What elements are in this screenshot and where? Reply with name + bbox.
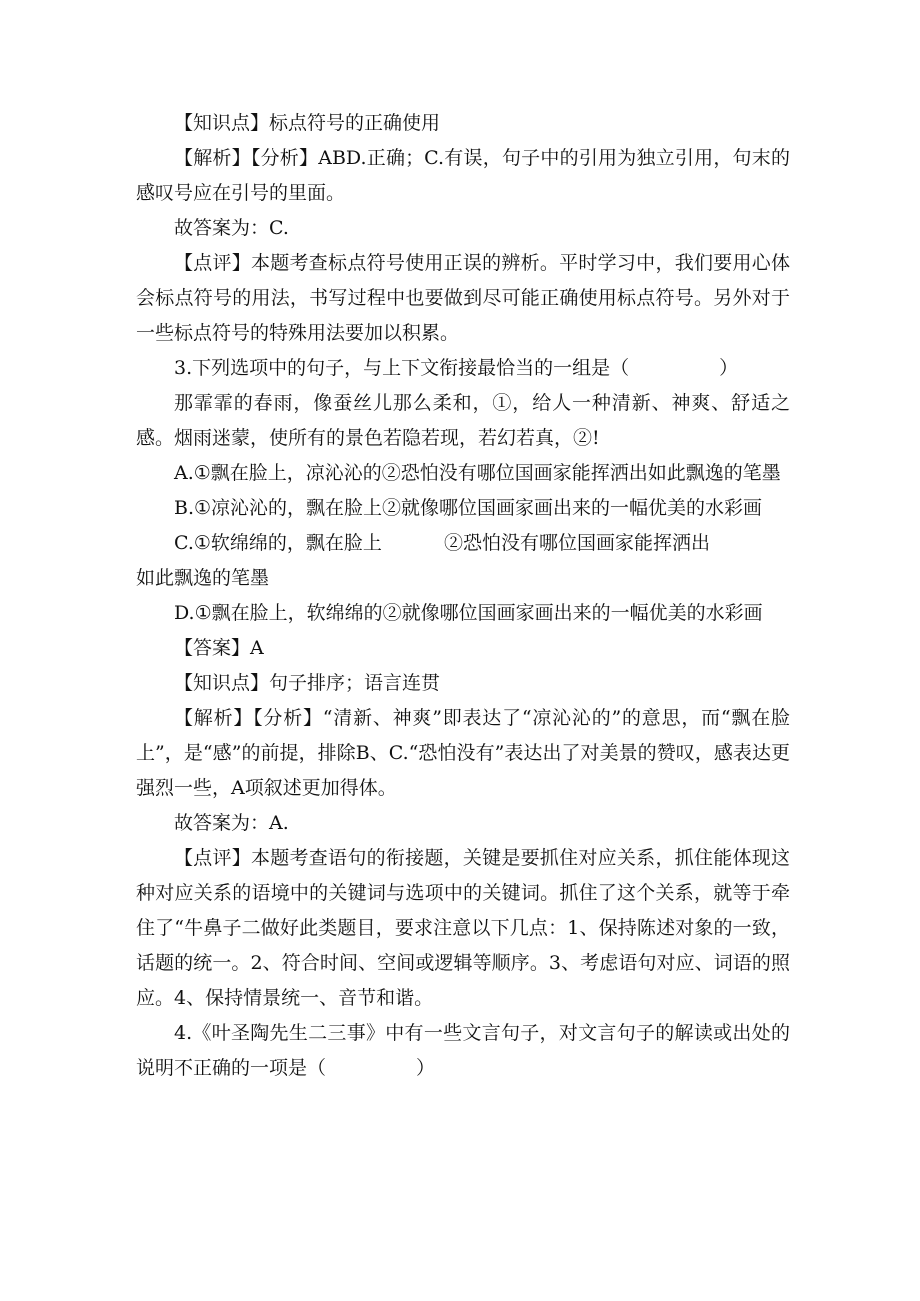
q2-answer: 故答案为：C. <box>174 217 289 239</box>
q3-answer: 故答案为：A. <box>174 812 289 834</box>
q3-comment: 【点评】本题考查语句的衔接题，关键是要抓住对应关系，抓住能体现这种对应关系的语境中的关键词与选项中的关键词。抓住了这个关系，就等于牵住了“牛鼻子二做好此类题目，要求注意以下几点：1、保持陈述对象的一致，话题的统一。2、符合时间、空间或逻辑等顺序。3、考虑语句对应、词语的照应。4、保持情景统一、音节和谐。 <box>136 847 790 1009</box>
q3-stem <box>136 351 790 386</box>
q3-passage: 那霏霏的春雨，像蚕丝儿那么柔和，①，给人一种清新、神爽、舒适之感。烟雨迷蒙，使所有的景色若隐若现，若幻若真，②! <box>136 392 790 449</box>
document-page <box>136 106 790 1086</box>
q3-knowledge-point: 【知识点】句子排序；语言连贯 <box>174 672 441 694</box>
q4-stem <box>136 1016 790 1086</box>
q3-option-c-part1: C.①软绵绵的，飘在脸上 <box>174 532 382 554</box>
q3-stem-close: ） <box>719 357 739 379</box>
q3-option-a: A.①飘在脸上，凉沁沁的②恐怕没有哪位国画家能挥洒出如此飘逸的笔墨 <box>174 462 781 484</box>
q2-comment: 【点评】本题考查标点符号使用正误的辨析。平时学习中，我们要用心体会标点符号的用法，书写过程中也要做到尽可能正确使用标点符号。另外对于一些标点符号的特殊用法要加以积累。 <box>136 252 790 344</box>
q3-answer-key: 【答案】A <box>174 637 264 659</box>
q3-option-c <box>136 526 790 561</box>
q4-stem-close: ） <box>416 1057 436 1079</box>
q3-option-d: D.①飘在脸上，软绵绵的②就像哪位国画家画出来的一幅优美的水彩画 <box>174 602 763 624</box>
q3-option-c-continued: 如此飘逸的笔墨 <box>136 567 270 589</box>
q2-knowledge-point: 【知识点】标点符号的正确使用 <box>174 112 441 134</box>
q3-option-c-part2: ②恐怕没有哪位国画家能挥洒出 <box>443 532 710 554</box>
q4-stem-text: 4.《叶圣陶先生二三事》中有一些文言句子，对文言句子的解读或出处的说明不正确的一项是（ <box>136 1022 790 1079</box>
q2-analysis: 【解析】【分析】ABD.正确；C.有误，句子中的引用为独立引用，句末的感叹号应在引号的里面。 <box>136 147 790 204</box>
q3-option-b: B.①凉沁沁的，飘在脸上②就像哪位国画家画出来的一幅优美的水彩画 <box>174 497 763 519</box>
q3-stem-text: 3.下列选项中的句子，与上下文衔接最恰当的一组是（ <box>174 357 630 379</box>
q3-analysis: 【解析】【分析】“清新、神爽”即表达了“凉沁沁的”的意思，而“飘在脸上”，是“感”的前提，排除B、C.“恐怕没有”表达出了对美景的赞叹，感表达更强烈一些，A项叙述更加得体。 <box>136 707 790 799</box>
